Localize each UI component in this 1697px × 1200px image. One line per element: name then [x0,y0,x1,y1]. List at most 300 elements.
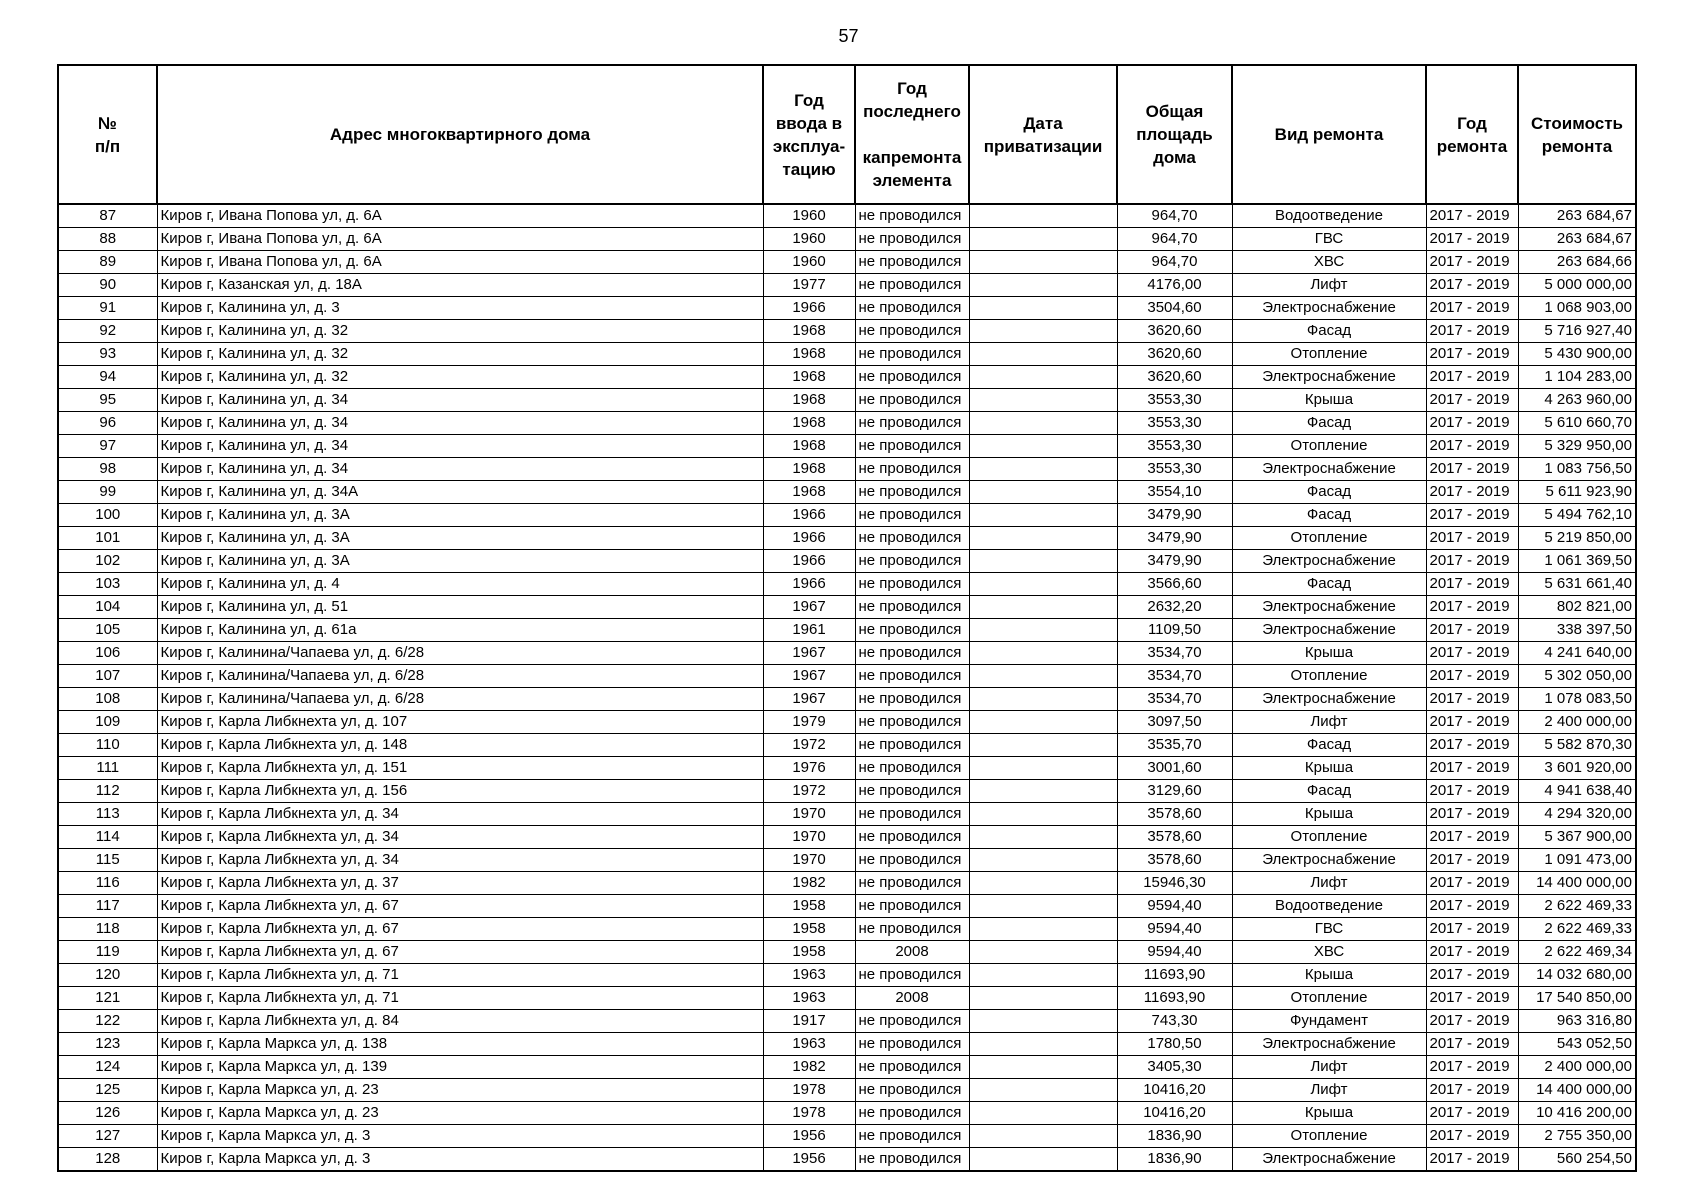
cell-repair-year: 2017 - 2019 [1426,596,1518,619]
cell-address: Киров г, Ивана Попова ул, д. 6А [157,204,763,228]
cell-repair-type: ГВС [1232,228,1426,251]
cell-last-repair: не проводился [855,435,969,458]
cell-address: Киров г, Калинина ул, д. 34 [157,412,763,435]
table-row [58,642,1636,665]
cell-num: 99 [58,481,157,504]
cell-area: 1780,50 [1117,1033,1232,1056]
cell-last-repair: не проводился [855,803,969,826]
cell-repair-type: ГВС [1232,918,1426,941]
cell-num: 98 [58,458,157,481]
cell-repair-type: Фасад [1232,320,1426,343]
cell-repair-year: 2017 - 2019 [1426,987,1518,1010]
cell-area: 1836,90 [1117,1148,1232,1172]
cell-last-repair: не проводился [855,366,969,389]
cell-num: 126 [58,1102,157,1125]
cell-area: 10416,20 [1117,1102,1232,1125]
cell-address: Киров г, Калинина/Чапаева ул, д. 6/28 [157,688,763,711]
cell-cost: 263 684,67 [1518,204,1636,228]
cell-privatization [969,964,1117,987]
cell-address: Киров г, Карла Маркса ул, д. 23 [157,1102,763,1125]
cell-cost: 1 104 283,00 [1518,366,1636,389]
cell-last-repair: не проводился [855,458,969,481]
cell-area: 3405,30 [1117,1056,1232,1079]
table-row [58,435,1636,458]
cell-repair-year: 2017 - 2019 [1426,1010,1518,1033]
cell-area: 3534,70 [1117,688,1232,711]
cell-repair-type: Лифт [1232,711,1426,734]
cell-area: 3001,60 [1117,757,1232,780]
cell-year-commission: 1968 [763,435,855,458]
cell-year-commission: 1968 [763,343,855,366]
table-row [58,550,1636,573]
cell-address: Киров г, Калинина ул, д. 34А [157,481,763,504]
header-address: Адрес многоквартирного дома [157,65,763,204]
cell-repair-year: 2017 - 2019 [1426,204,1518,228]
cell-num: 101 [58,527,157,550]
cell-address: Киров г, Карла Маркса ул, д. 3 [157,1148,763,1172]
cell-address: Киров г, Карла Маркса ул, д. 3 [157,1125,763,1148]
cell-repair-year: 2017 - 2019 [1426,297,1518,320]
cell-cost: 1 078 083,50 [1518,688,1636,711]
cell-num: 120 [58,964,157,987]
cell-num: 115 [58,849,157,872]
table-row [58,204,1636,228]
cell-num: 118 [58,918,157,941]
cell-year-commission: 1960 [763,228,855,251]
cell-num: 119 [58,941,157,964]
cell-last-repair: не проводился [855,849,969,872]
table-row [58,803,1636,826]
cell-cost: 2 622 469,33 [1518,918,1636,941]
cell-cost: 2 400 000,00 [1518,1056,1636,1079]
cell-address: Киров г, Карла Либкнехта ул, д. 84 [157,1010,763,1033]
cell-area: 3479,90 [1117,504,1232,527]
cell-repair-type: Отопление [1232,987,1426,1010]
cell-privatization [969,803,1117,826]
cell-address: Киров г, Карла Либкнехта ул, д. 67 [157,918,763,941]
cell-area: 3534,70 [1117,642,1232,665]
table-row [58,228,1636,251]
cell-repair-year: 2017 - 2019 [1426,1079,1518,1102]
cell-year-commission: 1967 [763,642,855,665]
table-row [58,297,1636,320]
cell-cost: 17 540 850,00 [1518,987,1636,1010]
cell-last-repair: не проводился [855,596,969,619]
cell-area: 9594,40 [1117,941,1232,964]
cell-last-repair: не проводился [855,204,969,228]
cell-num: 94 [58,366,157,389]
table-row [58,389,1636,412]
cell-address: Киров г, Карла Либкнехта ул, д. 107 [157,711,763,734]
cell-area: 3620,60 [1117,366,1232,389]
cell-year-commission: 1967 [763,596,855,619]
cell-last-repair: не проводился [855,573,969,596]
table-row [58,895,1636,918]
cell-num: 92 [58,320,157,343]
cell-last-repair: не проводился [855,780,969,803]
cell-year-commission: 1967 [763,688,855,711]
cell-repair-year: 2017 - 2019 [1426,849,1518,872]
cell-privatization [969,872,1117,895]
cell-num: 128 [58,1148,157,1172]
cell-year-commission: 1982 [763,872,855,895]
cell-repair-type: Электроснабжение [1232,849,1426,872]
cell-area: 3578,60 [1117,803,1232,826]
cell-area: 10416,20 [1117,1079,1232,1102]
cell-repair-year: 2017 - 2019 [1426,619,1518,642]
cell-num: 102 [58,550,157,573]
cell-year-commission: 1958 [763,941,855,964]
cell-num: 117 [58,895,157,918]
cell-repair-year: 2017 - 2019 [1426,757,1518,780]
table-row [58,757,1636,780]
cell-repair-type: Электроснабжение [1232,1148,1426,1172]
table-row [58,711,1636,734]
cell-repair-type: Электроснабжение [1232,366,1426,389]
cell-num: 113 [58,803,157,826]
cell-repair-year: 2017 - 2019 [1426,734,1518,757]
cell-address: Киров г, Калинина/Чапаева ул, д. 6/28 [157,665,763,688]
table-row [58,481,1636,504]
cell-last-repair: не проводился [855,389,969,412]
cell-privatization [969,204,1117,228]
table-row [58,1033,1636,1056]
cell-privatization [969,1010,1117,1033]
cell-last-repair: не проводился [855,1125,969,1148]
table-row [58,1125,1636,1148]
cell-privatization [969,297,1117,320]
cell-repair-type: Фасад [1232,481,1426,504]
cell-year-commission: 1917 [763,1010,855,1033]
cell-cost: 4 263 960,00 [1518,389,1636,412]
cell-repair-type: Электроснабжение [1232,596,1426,619]
cell-last-repair: не проводился [855,550,969,573]
repair-registry-table [57,64,1637,1172]
cell-area: 3097,50 [1117,711,1232,734]
cell-repair-year: 2017 - 2019 [1426,251,1518,274]
cell-privatization [969,274,1117,297]
cell-repair-year: 2017 - 2019 [1426,803,1518,826]
cell-address: Киров г, Калинина ул, д. 51 [157,596,763,619]
cell-repair-type: Крыша [1232,803,1426,826]
cell-cost: 543 052,50 [1518,1033,1636,1056]
cell-repair-year: 2017 - 2019 [1426,895,1518,918]
cell-cost: 5 610 660,70 [1518,412,1636,435]
cell-num: 124 [58,1056,157,1079]
cell-privatization [969,366,1117,389]
cell-num: 100 [58,504,157,527]
cell-cost: 14 400 000,00 [1518,872,1636,895]
table-row [58,826,1636,849]
table-row [58,1102,1636,1125]
cell-last-repair: не проводился [855,412,969,435]
cell-year-commission: 1956 [763,1148,855,1172]
cell-last-repair: 2008 [855,941,969,964]
header-privatization: Дата приватизации [969,65,1117,204]
cell-last-repair: не проводился [855,1148,969,1172]
cell-area: 3554,10 [1117,481,1232,504]
cell-privatization [969,711,1117,734]
cell-area: 3553,30 [1117,412,1232,435]
cell-year-commission: 1979 [763,711,855,734]
cell-repair-year: 2017 - 2019 [1426,458,1518,481]
cell-repair-year: 2017 - 2019 [1426,1056,1518,1079]
cell-last-repair: не проводился [855,1102,969,1125]
table-row [58,596,1636,619]
cell-num: 88 [58,228,157,251]
cell-cost: 963 316,80 [1518,1010,1636,1033]
cell-repair-year: 2017 - 2019 [1426,665,1518,688]
cell-repair-type: Лифт [1232,274,1426,297]
cell-last-repair: не проводился [855,688,969,711]
cell-area: 3535,70 [1117,734,1232,757]
cell-privatization [969,757,1117,780]
header-repair-type: Вид ремонта [1232,65,1426,204]
table-row [58,1056,1636,1079]
cell-privatization [969,987,1117,1010]
cell-privatization [969,895,1117,918]
cell-repair-year: 2017 - 2019 [1426,941,1518,964]
cell-last-repair: не проводился [855,895,969,918]
cell-cost: 1 091 473,00 [1518,849,1636,872]
cell-area: 9594,40 [1117,918,1232,941]
cell-area: 1836,90 [1117,1125,1232,1148]
cell-num: 87 [58,204,157,228]
cell-last-repair: не проводился [855,734,969,757]
cell-area: 3566,60 [1117,573,1232,596]
cell-privatization [969,527,1117,550]
cell-address: Киров г, Калинина ул, д. 34 [157,435,763,458]
cell-year-commission: 1961 [763,619,855,642]
cell-repair-type: Отопление [1232,527,1426,550]
cell-address: Киров г, Карла Либкнехта ул, д. 67 [157,941,763,964]
cell-last-repair: не проводился [855,251,969,274]
cell-year-commission: 1966 [763,550,855,573]
cell-cost: 5 329 950,00 [1518,435,1636,458]
cell-area: 3553,30 [1117,458,1232,481]
header-cost: Стоимость ремонта [1518,65,1636,204]
cell-repair-year: 2017 - 2019 [1426,366,1518,389]
cell-num: 116 [58,872,157,895]
cell-cost: 5 000 000,00 [1518,274,1636,297]
cell-area: 3479,90 [1117,527,1232,550]
cell-year-commission: 1968 [763,412,855,435]
cell-repair-year: 2017 - 2019 [1426,918,1518,941]
table-row [58,343,1636,366]
cell-area: 743,30 [1117,1010,1232,1033]
cell-repair-type: ХВС [1232,941,1426,964]
cell-privatization [969,1033,1117,1056]
cell-year-commission: 1966 [763,504,855,527]
cell-year-commission: 1960 [763,251,855,274]
cell-address: Киров г, Ивана Попова ул, д. 6А [157,251,763,274]
cell-cost: 10 416 200,00 [1518,1102,1636,1125]
cell-address: Киров г, Карла Либкнехта ул, д. 67 [157,895,763,918]
cell-privatization [969,918,1117,941]
cell-repair-type: Крыша [1232,1102,1426,1125]
cell-repair-year: 2017 - 2019 [1426,1125,1518,1148]
cell-privatization [969,619,1117,642]
cell-area: 3620,60 [1117,343,1232,366]
cell-cost: 2 400 000,00 [1518,711,1636,734]
cell-num: 96 [58,412,157,435]
cell-cost: 4 294 320,00 [1518,803,1636,826]
cell-num: 95 [58,389,157,412]
cell-repair-year: 2017 - 2019 [1426,527,1518,550]
header-num: № п/п [58,65,157,204]
cell-privatization [969,1148,1117,1172]
cell-num: 110 [58,734,157,757]
cell-year-commission: 1972 [763,780,855,803]
table-row [58,964,1636,987]
cell-repair-type: Фасад [1232,734,1426,757]
cell-cost: 263 684,66 [1518,251,1636,274]
cell-privatization [969,688,1117,711]
cell-area: 964,70 [1117,204,1232,228]
cell-num: 121 [58,987,157,1010]
cell-year-commission: 1963 [763,987,855,1010]
cell-repair-year: 2017 - 2019 [1426,274,1518,297]
cell-privatization [969,1079,1117,1102]
cell-last-repair: не проводился [855,1033,969,1056]
cell-repair-type: Отопление [1232,826,1426,849]
cell-privatization [969,1102,1117,1125]
cell-repair-year: 2017 - 2019 [1426,481,1518,504]
cell-repair-year: 2017 - 2019 [1426,826,1518,849]
cell-address: Киров г, Калинина ул, д. 3 [157,297,763,320]
header-year-commission: Год ввода в эксплуа- тацию [763,65,855,204]
cell-area: 3578,60 [1117,849,1232,872]
cell-privatization [969,389,1117,412]
cell-repair-type: Крыша [1232,389,1426,412]
table-row [58,320,1636,343]
table-row [58,619,1636,642]
cell-address: Киров г, Калинина ул, д. 4 [157,573,763,596]
table-row [58,412,1636,435]
cell-last-repair: не проводился [855,1079,969,1102]
cell-repair-type: Электроснабжение [1232,297,1426,320]
cell-year-commission: 1978 [763,1102,855,1125]
cell-repair-type: Лифт [1232,872,1426,895]
cell-repair-type: Электроснабжение [1232,1033,1426,1056]
cell-repair-year: 2017 - 2019 [1426,872,1518,895]
cell-address: Киров г, Ивана Попова ул, д. 6А [157,228,763,251]
cell-cost: 14 400 000,00 [1518,1079,1636,1102]
cell-address: Киров г, Калинина ул, д. 3А [157,504,763,527]
cell-last-repair: не проводился [855,274,969,297]
cell-repair-type: Электроснабжение [1232,550,1426,573]
cell-privatization [969,228,1117,251]
cell-address: Киров г, Калинина ул, д. 34 [157,458,763,481]
cell-last-repair: не проводился [855,918,969,941]
cell-year-commission: 1970 [763,803,855,826]
cell-repair-year: 2017 - 2019 [1426,711,1518,734]
cell-privatization [969,481,1117,504]
cell-area: 3578,60 [1117,826,1232,849]
cell-area: 15946,30 [1117,872,1232,895]
cell-address: Киров г, Карла Либкнехта ул, д. 71 [157,964,763,987]
cell-repair-type: Отопление [1232,343,1426,366]
cell-privatization [969,320,1117,343]
header-last-repair: Год последнего капремонта элемента [855,65,969,204]
cell-cost: 5 631 661,40 [1518,573,1636,596]
cell-num: 108 [58,688,157,711]
table-row [58,1079,1636,1102]
cell-cost: 5 494 762,10 [1518,504,1636,527]
cell-repair-year: 2017 - 2019 [1426,1102,1518,1125]
table-row [58,872,1636,895]
table-row [58,573,1636,596]
table-row [58,251,1636,274]
cell-year-commission: 1968 [763,458,855,481]
cell-num: 89 [58,251,157,274]
cell-year-commission: 1977 [763,274,855,297]
cell-num: 104 [58,596,157,619]
page-number: 57 [838,26,859,46]
cell-last-repair: не проводился [855,343,969,366]
cell-repair-type: Фасад [1232,573,1426,596]
cell-num: 127 [58,1125,157,1148]
cell-repair-type: Фундамент [1232,1010,1426,1033]
cell-num: 93 [58,343,157,366]
cell-repair-type: Крыша [1232,757,1426,780]
cell-address: Киров г, Калинина ул, д. 34 [157,389,763,412]
cell-cost: 1 083 756,50 [1518,458,1636,481]
cell-repair-type: Фасад [1232,412,1426,435]
cell-repair-year: 2017 - 2019 [1426,412,1518,435]
cell-address: Киров г, Калинина/Чапаева ул, д. 6/28 [157,642,763,665]
cell-year-commission: 1968 [763,320,855,343]
cell-cost: 1 068 903,00 [1518,297,1636,320]
cell-address: Киров г, Карла Либкнехта ул, д. 34 [157,803,763,826]
cell-cost: 5 716 927,40 [1518,320,1636,343]
cell-address: Киров г, Калинина ул, д. 32 [157,366,763,389]
cell-year-commission: 1963 [763,964,855,987]
cell-repair-type: ХВС [1232,251,1426,274]
cell-last-repair: не проводился [855,481,969,504]
cell-year-commission: 1966 [763,573,855,596]
table-row [58,918,1636,941]
cell-area: 3534,70 [1117,665,1232,688]
cell-cost: 338 397,50 [1518,619,1636,642]
cell-privatization [969,1056,1117,1079]
cell-privatization [969,734,1117,757]
cell-num: 91 [58,297,157,320]
cell-num: 105 [58,619,157,642]
cell-privatization [969,343,1117,366]
cell-privatization [969,458,1117,481]
cell-area: 3129,60 [1117,780,1232,803]
cell-year-commission: 1968 [763,481,855,504]
cell-cost: 1 061 369,50 [1518,550,1636,573]
cell-area: 3553,30 [1117,389,1232,412]
cell-repair-type: Водоотведение [1232,204,1426,228]
cell-cost: 5 611 923,90 [1518,481,1636,504]
cell-year-commission: 1968 [763,366,855,389]
table-row [58,849,1636,872]
cell-num: 106 [58,642,157,665]
cell-year-commission: 1958 [763,918,855,941]
table-row [58,274,1636,297]
cell-cost: 4 941 638,40 [1518,780,1636,803]
cell-repair-year: 2017 - 2019 [1426,573,1518,596]
header-repair-year: Год ремонта [1426,65,1518,204]
cell-area: 3479,90 [1117,550,1232,573]
cell-last-repair: 2008 [855,987,969,1010]
cell-address: Киров г, Карла Либкнехта ул, д. 156 [157,780,763,803]
cell-year-commission: 1978 [763,1079,855,1102]
cell-privatization [969,504,1117,527]
